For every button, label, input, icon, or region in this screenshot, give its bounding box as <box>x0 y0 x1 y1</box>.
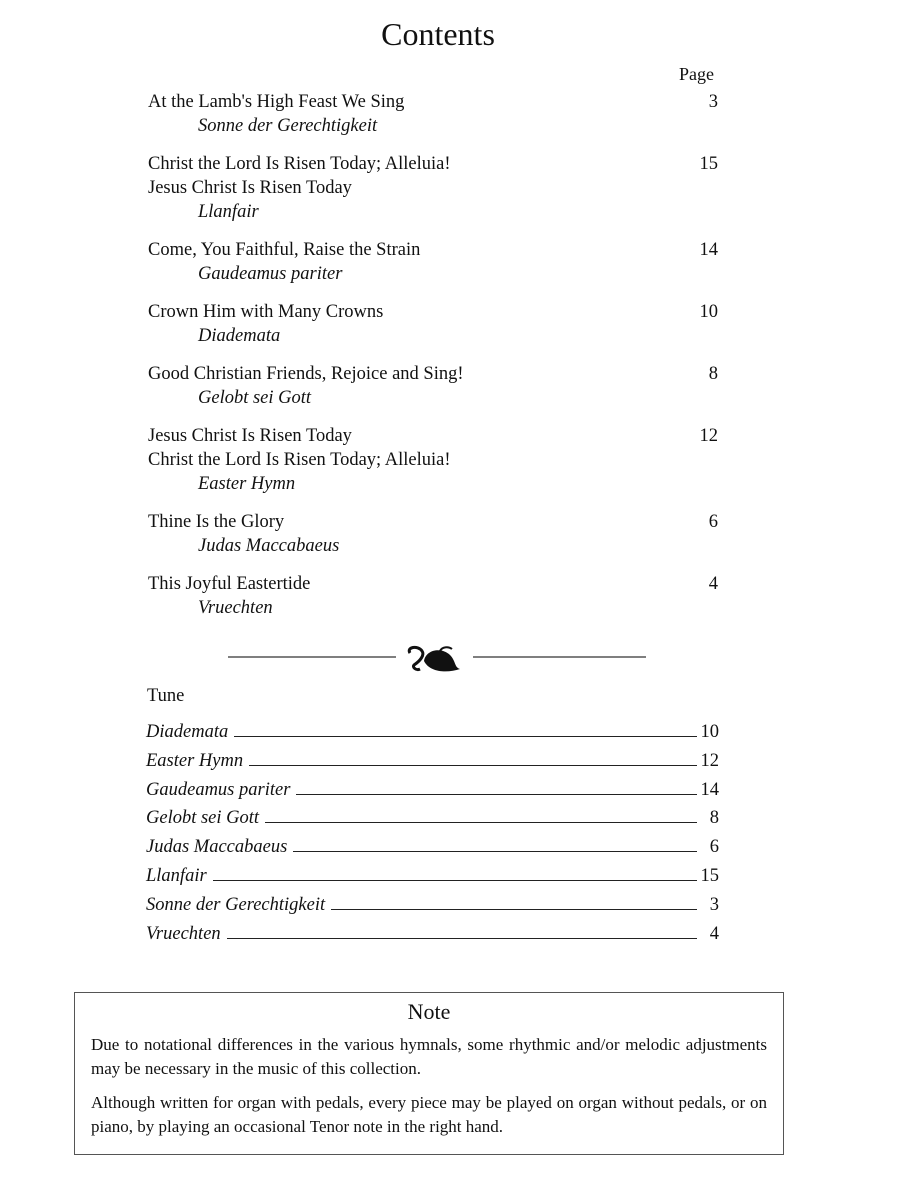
tune-index-page: 14 <box>700 779 719 800</box>
note-heading: Note <box>407 999 451 1024</box>
tune-index-page: 3 <box>709 894 719 915</box>
leader-line <box>296 780 697 795</box>
tune-index-name: Easter Hymn <box>146 750 244 771</box>
page-title: Contents <box>381 16 495 52</box>
tune-index-name: Diademata <box>146 722 229 742</box>
tune-index-name: Vruechten <box>146 923 221 944</box>
contents-entry <box>148 510 718 558</box>
hymn-title: Jesus Christ Is Risen Today <box>148 426 352 446</box>
hymn-title: Christ the Lord Is Risen Today; Alleluia! <box>148 450 451 470</box>
contents-list <box>148 90 718 634</box>
contents-entry <box>148 572 718 620</box>
tune-index-row <box>146 866 719 895</box>
tune-index-heading: Tune <box>147 686 185 706</box>
leader-line <box>213 866 697 881</box>
page-number: 10 <box>699 302 718 322</box>
tune-index-name: Gaudeamus pariter <box>146 779 291 800</box>
contents-entry <box>148 362 718 410</box>
tune-index-row <box>146 895 719 924</box>
leader-line <box>249 751 697 766</box>
note-paragraph: Although written for organ with pedals, every piece may be played on organ without pedals, or on piano, by playing an occasional Tenor note in the right hand. <box>91 1093 767 1136</box>
tune-name: Easter Hymn <box>198 474 296 494</box>
leader-line <box>234 722 697 737</box>
hymn-title: Crown Him with Many Crowns <box>148 302 384 322</box>
leader-line <box>331 895 697 910</box>
tune-index-page: 15 <box>700 865 719 886</box>
tune-name: Judas Maccabaeus <box>198 536 340 556</box>
leader-line <box>293 837 697 852</box>
hymn-title: Jesus Christ Is Risen Today <box>148 178 352 198</box>
hymn-title: This Joyful Eastertide <box>148 574 311 594</box>
tune-index-page: 12 <box>700 750 719 771</box>
hymn-title: Thine Is the Glory <box>148 512 285 532</box>
contents-entry <box>148 152 718 224</box>
hymn-title: At the Lamb's High Feast We Sing <box>148 92 405 112</box>
page-number: 12 <box>699 426 718 446</box>
tune-index-row <box>146 808 719 837</box>
tune-index-name: Gelobt sei Gott <box>146 808 260 829</box>
tune-index-name: Llanfair <box>146 865 207 886</box>
tune-index-row <box>146 837 719 866</box>
note-box <box>74 992 784 1155</box>
tune-name: Sonne der Gerechtigkeit <box>198 116 378 136</box>
leader-line <box>227 924 697 939</box>
page-number: 6 <box>708 512 718 532</box>
tune-name: Vruechten <box>198 598 273 618</box>
contents-entry <box>148 238 718 286</box>
page-number: 15 <box>699 154 718 174</box>
tune-index-page: 6 <box>709 837 719 858</box>
contents-entry <box>148 90 718 138</box>
contents-entry <box>148 300 718 348</box>
page-number: 14 <box>699 240 718 260</box>
tune-index <box>146 722 719 952</box>
note-paragraph: Due to notational differences in the various hymnals, some rhythmic and/or melodic adjustments may be necessary in the music of this collection. <box>91 1035 767 1078</box>
tune-index-row <box>146 780 719 809</box>
leaf-ornament-icon <box>409 647 460 671</box>
tune-name: Gelobt sei Gott <box>198 388 312 408</box>
tune-index-row <box>146 751 719 780</box>
page-number: 3 <box>708 92 718 112</box>
tune-index-page: 10 <box>700 722 719 742</box>
tune-name: Llanfair <box>198 202 259 222</box>
leader-line <box>265 808 697 823</box>
ornament-divider <box>228 643 646 675</box>
contents-entry <box>148 424 718 496</box>
tune-index-name: Sonne der Gerechtigkeit <box>146 894 326 915</box>
page-number: 8 <box>708 364 718 384</box>
page-number: 4 <box>708 574 718 594</box>
tune-index-row <box>146 924 719 953</box>
tune-name: Gaudeamus pariter <box>198 264 343 284</box>
tune-index-page: 4 <box>709 923 719 944</box>
tune-index-name: Judas Maccabaeus <box>146 837 288 858</box>
tune-index-page: 8 <box>709 808 719 829</box>
hymn-title: Christ the Lord Is Risen Today; Alleluia! <box>148 154 451 174</box>
tune-name: Diademata <box>198 326 281 346</box>
tune-index-row <box>146 722 719 751</box>
hymn-title: Come, You Faithful, Raise the Strain <box>148 240 421 260</box>
hymn-title: Good Christian Friends, Rejoice and Sing! <box>148 364 464 384</box>
page-column-header: Page <box>679 64 714 84</box>
